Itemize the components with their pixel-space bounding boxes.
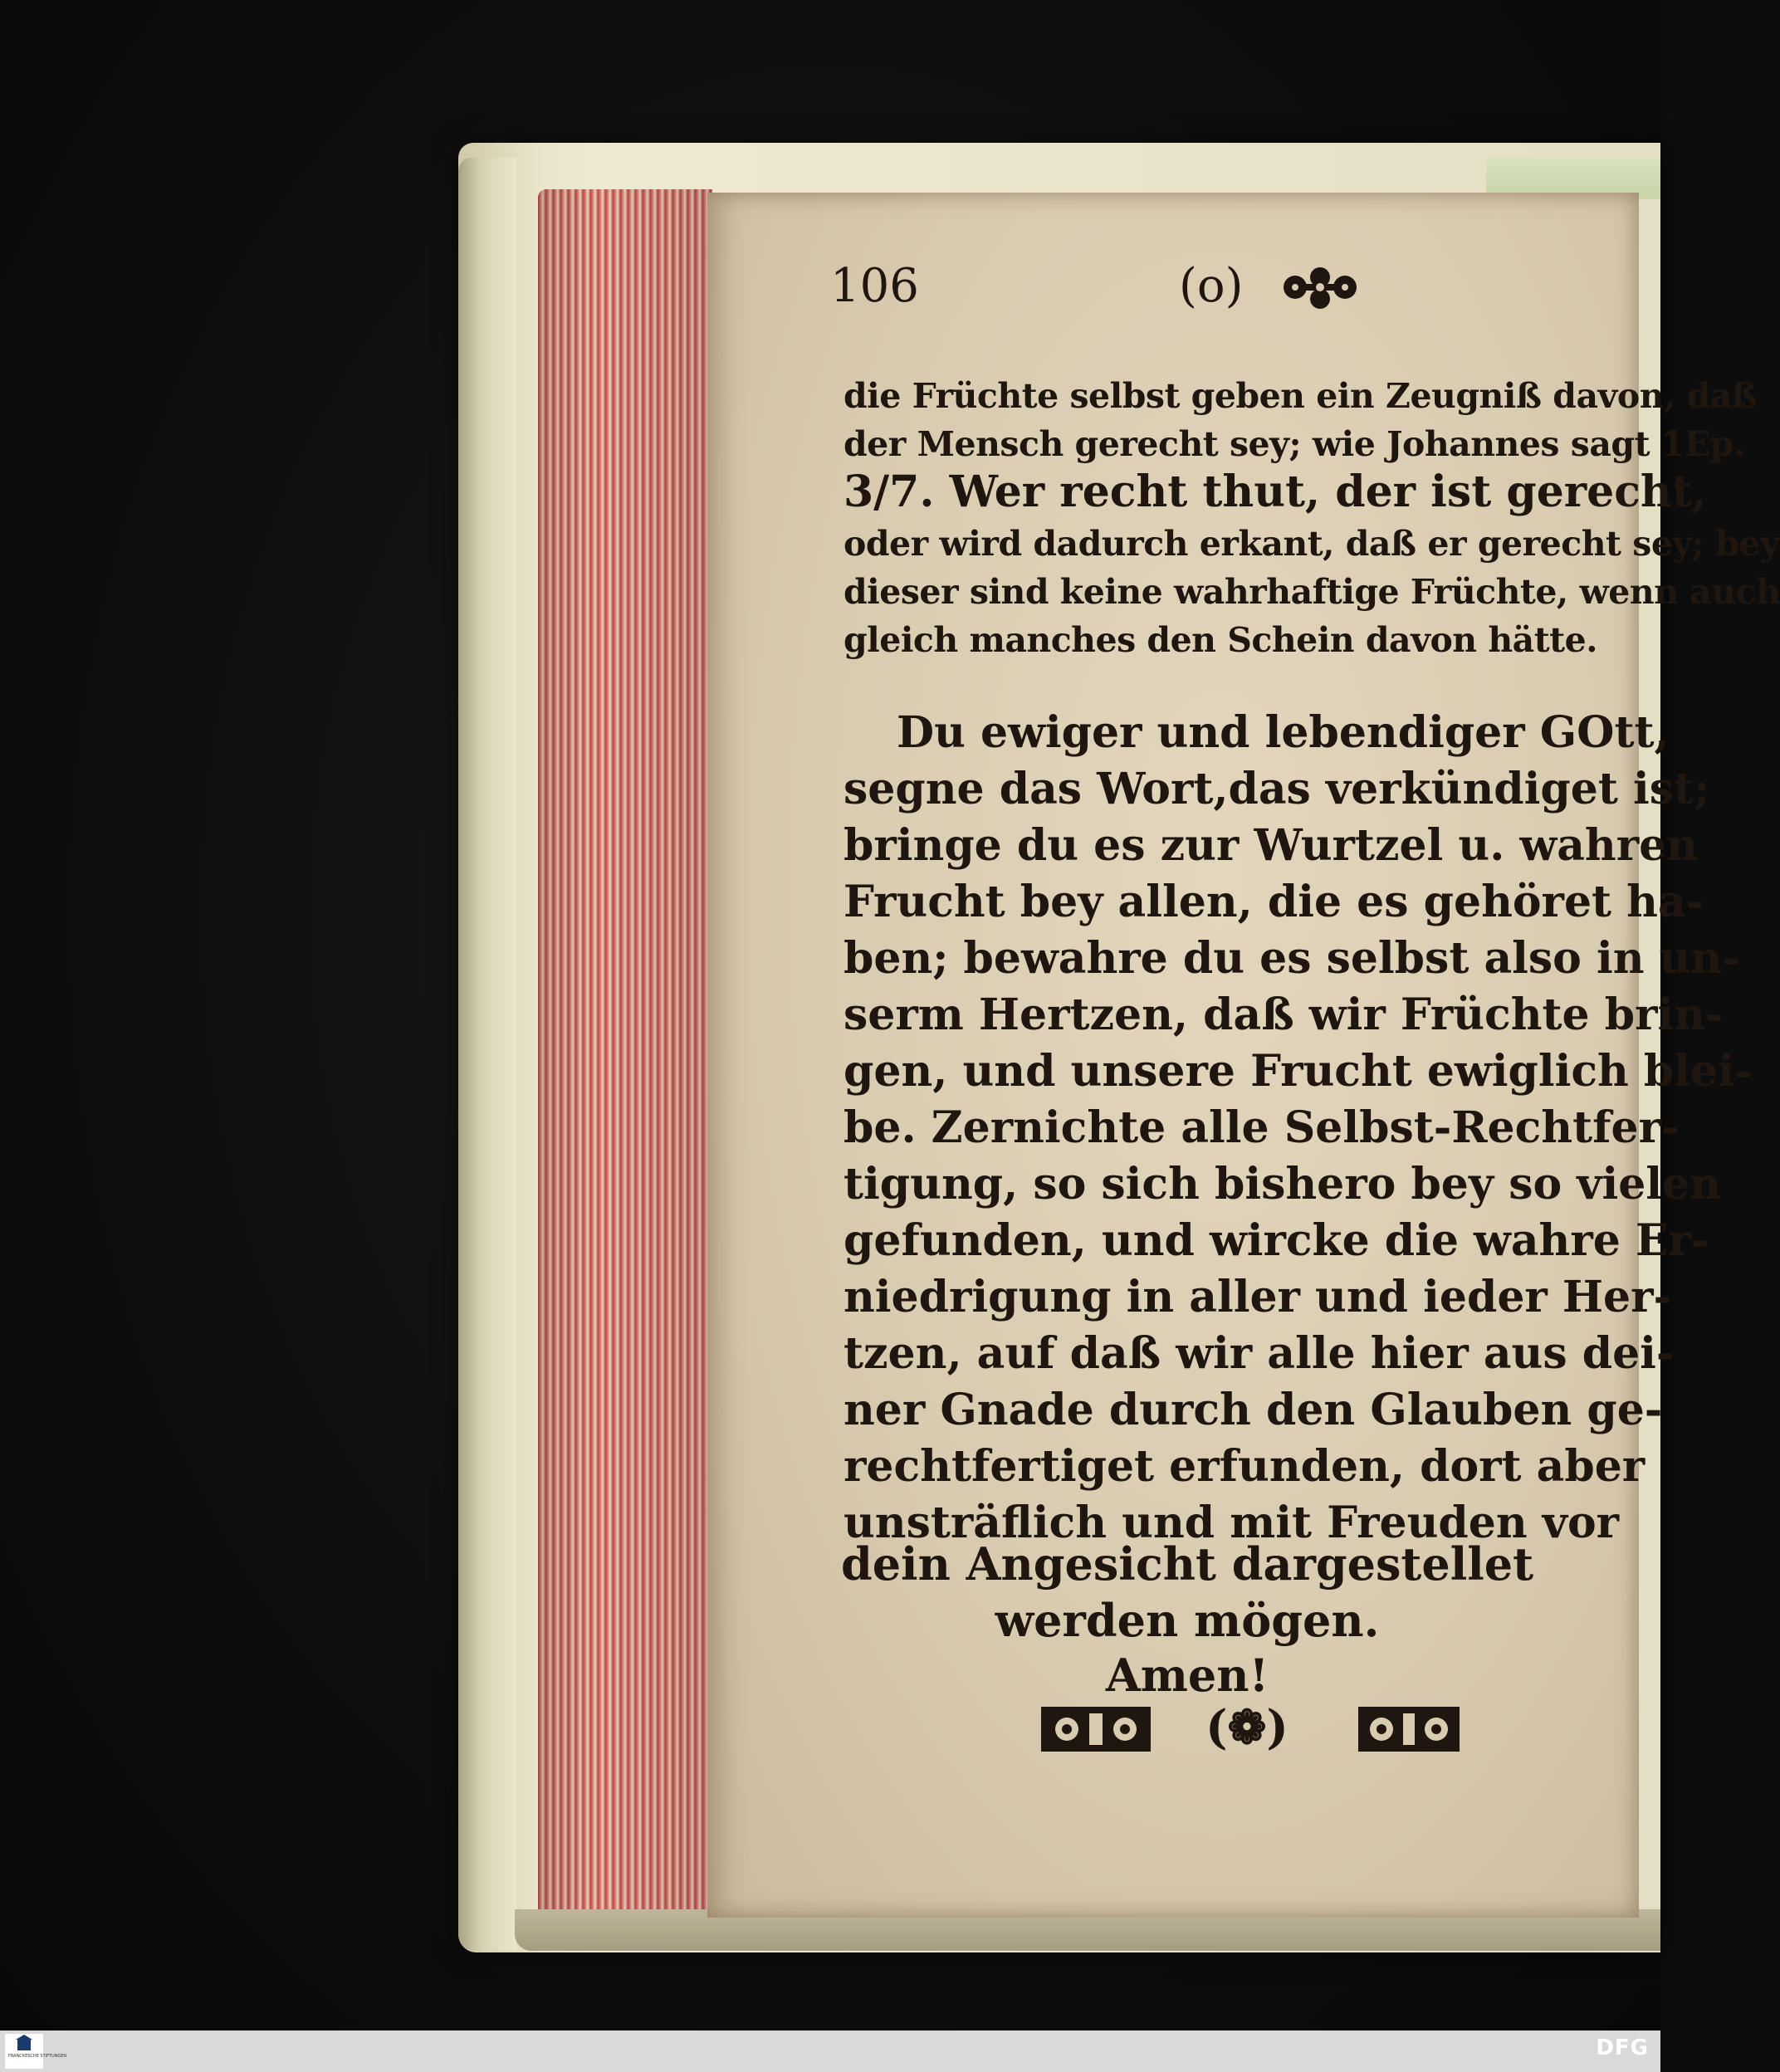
center-ornament: (❁): [1205, 1700, 1289, 1755]
page-edges-shade: [538, 189, 712, 1916]
page-number: 106: [830, 259, 919, 313]
prayer-line: Du ewiger und lebendiger GOtt,: [897, 707, 1670, 758]
closing-line: werden mögen.: [995, 1594, 1380, 1647]
closing-amen: Amen!: [1105, 1649, 1269, 1702]
prayer-line: tigung, so sich bishero bey so vielen: [844, 1159, 1721, 1209]
text-line: gleich manches den Schein davon hätte.: [844, 620, 1597, 660]
text-line: dieser sind keine wahrhaftige Früchte, wenn auch: [844, 572, 1780, 612]
closing-line: dein Angesicht dargestellet: [840, 1537, 1534, 1591]
prayer-line: serm Hertzen, daß wir Früchte brin-: [844, 990, 1724, 1040]
prayer-line: ner Gnade durch den Glauben ge-: [844, 1385, 1663, 1435]
prayer-line: ben; bewahre du es selbst also in un-: [844, 933, 1740, 984]
text-line: der Mensch gerecht sey; wie Johannes sagt 1Ep.: [844, 424, 1745, 464]
text-line: 3/7. Wer recht thut, der ist gerecht,: [844, 467, 1707, 517]
institution-logo: [5, 2034, 67, 2069]
prayer-line: segne das Wort,das verkündiget ist;: [844, 764, 1710, 814]
prayer-line: gen, und unsere Frucht ewiglich blei-: [844, 1046, 1753, 1097]
building-icon: [5, 2034, 43, 2054]
prayer-line: gefunden, und wircke die wahre Er-: [844, 1215, 1709, 1266]
header-ornament-icon: [1279, 264, 1362, 310]
text-line: die Früchte selbst geben ein Zeugniß davon, daß: [844, 376, 1758, 416]
prayer-line: Frucht bey allen, die es gehöret ha-: [844, 877, 1704, 927]
text-line: oder wird dadurch erkant, daß er gerecht sey; bey: [844, 524, 1780, 564]
prayer-line: be. Zernichte alle Selbst-Rechtfer-: [844, 1102, 1680, 1153]
header-mark: (o): [1179, 259, 1244, 313]
left-ornament-icon: [1038, 1700, 1154, 1758]
logo-text: FRANCKESCHE STIFTUNGEN: [8, 2054, 67, 2059]
book-spine: [458, 158, 516, 1951]
dfg-label: DFG: [1596, 2035, 1649, 2060]
prayer-line: rechtfertiget erfunden, dort aber: [844, 1441, 1646, 1492]
prayer-line: niedrigung in aller und ieder Her-: [844, 1272, 1672, 1322]
prayer-line: tzen, auf daß wir alle hier aus dei-: [844, 1328, 1675, 1379]
prayer-line: bringe du es zur Wurtzel u. wahren: [844, 820, 1698, 871]
prayer-line: unsträflich und mit Freuden vor: [844, 1498, 1620, 1548]
viewer-footer-bar: [0, 2030, 1660, 2072]
right-ornament-icon: [1355, 1700, 1463, 1758]
